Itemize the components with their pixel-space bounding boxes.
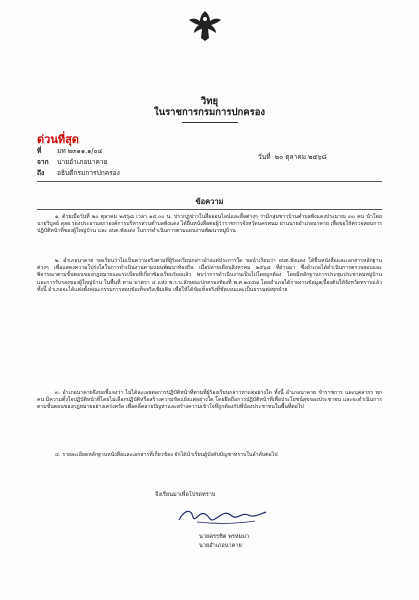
to-label: ถึง <box>37 169 45 177</box>
from-label: จาก <box>37 158 49 166</box>
reference-label: ที่ <box>37 147 42 155</box>
paragraph-4: ๔. รายละเอียดหลักฐานหนังสือและเอกสารที่เกี่ยวข้อง จักได้นำเรียนผู้บังคับบัญชาทราบในลำดับต่อไป <box>55 452 278 458</box>
closing-line: จึงเรียนมาเพื่อโปรดทราบ <box>155 492 216 498</box>
paragraph-1: ๑. ด้วยเมื่อวันที่ ๒๐ ตุลาคม ๒๕๖๘ เวลา ๑๔.๐๐ น. ปรากฏข่าวในสื่อออนไลน์และสื่อต่างๆ ว่ามีกลุ่มชาวบ้านตำบลพังแดงประมาณ ๓๐ คน นำโดยนายวิบูลย์ ดุลย รองประธานสภาองค์การบริหารส่วนตำบลพังแดง ได้ยื่นหนังสือต่อผู้ว่าราชการจังหวัดนครพนม ผ่านนายอำเภอนาคาย เพื่อขอให้ตรวจสอบการปฏิบัติหน้าที่ของผู้ใหญ่บ้าน และ อบต.พังแดง ในการดำเนินการตามแผนงานพัฒนาหมู่บ้าน <box>37 214 382 235</box>
date-label: วันที่ <box>258 153 271 161</box>
paragraph-2: ๒. อำเภอนาคาย ขอเรียนว่าไม่เป็นความจริงตามที่ผู้ร้องเรียนกล่าวอ้างแต่ประการใด ขอนำเรียนว่า อบต.พังแดง ได้ยื่นหนังสือและเอกสารหลักฐานต่างๆ เพื่อแสดงความโปร่งใสในการดำเนินงานตามแผนพัฒนาท้องถิ่น เมื่อปลายเดือนสิงหาคม ๒๕๖๘ ที่ผ่านมา ซึ่งอำเภอได้ดำเนินการตรวจสอบและพิจารณาตามขั้นตอนของกฎหมายและระเบียบที่เกี่ยวข้องเรียบร้อยแล้ว พบว่าการดำเนินงานเป็นไปโดยถูกต้อง โดยมีหลักฐานการประชุมประชาคมหมู่บ้านและการรับรองของผู้ใหญ่บ้าน ในพื้นที่ ตาม มาตรา ๔ แห่ง พ.ร.บ.ลักษณะปกครองท้องที่ พ.ศ.๒๔๕๗ โดยอำเภอได้รายงานข้อมูลเบื้องต้นให้จังหวัดทราบแล้ว ทั้งนี้ อำเภอจะได้แต่งตั้งคณะกรรมการสอบข้อเท็จจริงเพิ่มเติม เพื่อให้ได้ข้อเท็จจริงที่ชัดเจนและเป็นธรรมต่อทุกฝ่าย <box>37 258 382 293</box>
section-title: ข้อความ <box>195 197 224 206</box>
header-divider <box>182 122 238 123</box>
to-value: อธิบดีกรมการปกครอง <box>57 169 120 177</box>
department-header: ในราชการกรมการปกครอง <box>153 107 266 118</box>
reference-row <box>37 145 103 156</box>
from-row <box>37 156 107 167</box>
section-rule <box>37 209 382 210</box>
paragraph-3: ๓. อำเภอนาคายจึงขอชี้แจงว่า ไม่ได้ละเลยต่อการปฏิบัติหน้าที่ตามที่ผู้ร้องเรียนกล่าวหาแต่อย่างใด ทั้งนี้ อำเภอนาคาย ข้าราชการ และบุคลากร ทุกคน มีความตั้งใจปฏิบัติหน้าที่โดยไม่เลือกปฏิบัติหรือสร้างความขัดแย้งแต่อย่างใด โดยยึดถือการปฏิบัติหน้าที่เพื่อประโยชน์สุขของประชาชน และจะดำเนินการตามขั้นตอนของกฎหมายอย่างเคร่งครัด เพื่อคลี่คลายปัญหาและสร้างความเข้าใจที่ถูกต้องกับพี่น้องประชาชนในพื้นที่ต่อไป <box>37 390 382 411</box>
signatory-title: นายอำเภอนาคาย <box>199 543 242 549</box>
date-value: ๒๐ ตุลาคม ๒๕๖๘ <box>274 153 327 161</box>
garuda-emblem-icon <box>187 8 223 44</box>
signatory-name: นายครรชิต พรหมมา <box>199 534 250 540</box>
reference-number: มท ๒๓๑๑.๑/๐๔ <box>57 147 103 155</box>
handwritten-signature <box>175 505 270 527</box>
radio-header: วิทยุ <box>200 96 219 107</box>
to-row <box>37 167 120 178</box>
header-rule <box>37 181 382 182</box>
urgency-label: ด่วนที่สุด <box>37 133 79 146</box>
from-value: นายอำเภอนาคาย <box>57 158 108 166</box>
date-row <box>258 151 327 162</box>
